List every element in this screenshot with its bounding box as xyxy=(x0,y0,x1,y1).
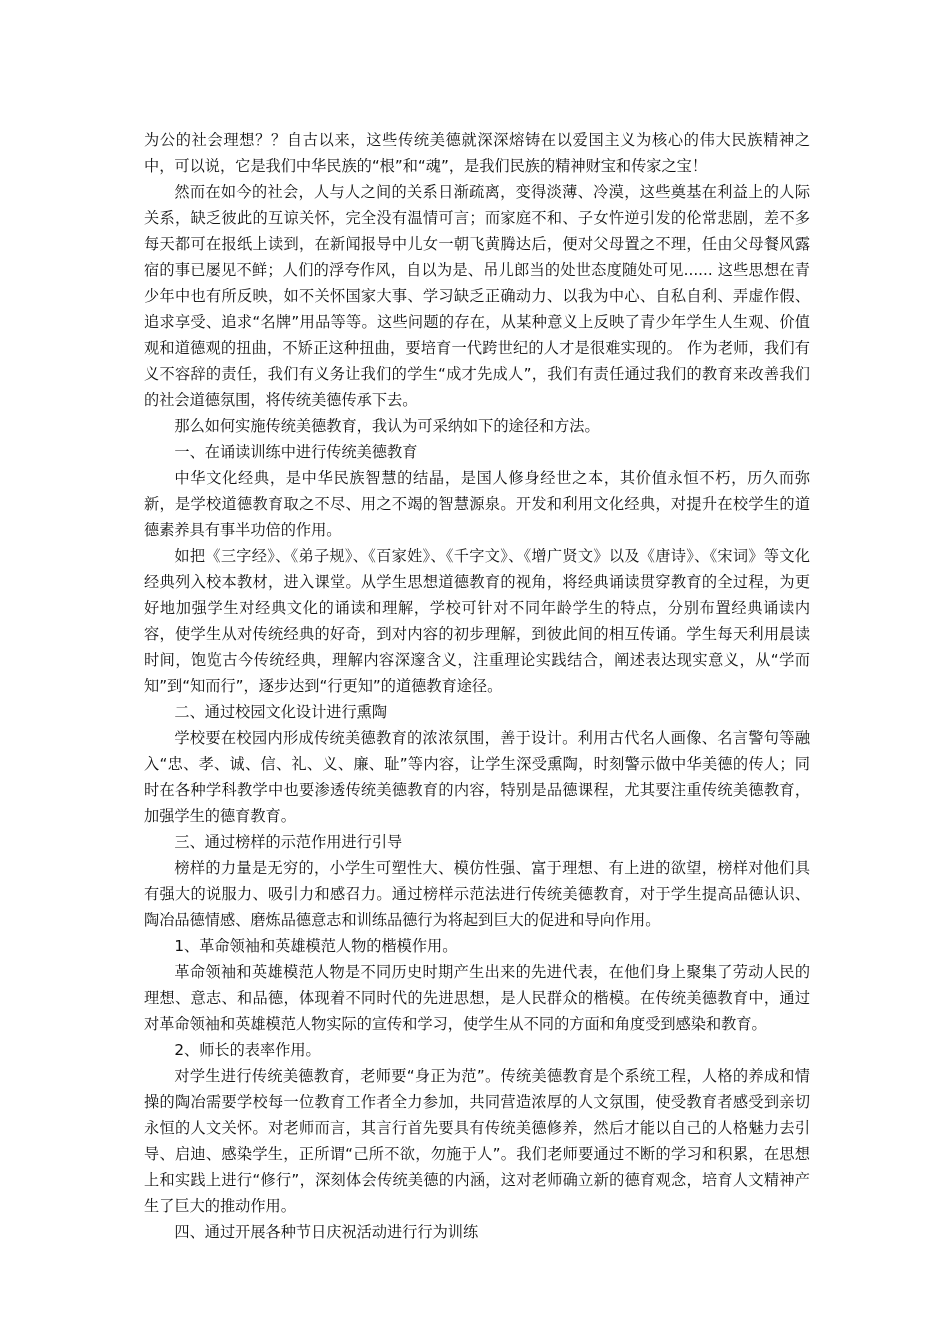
paragraph: 为公的社会理想？？自古以来，这些传统美德就深深熔铸在以爱国主义为核心的伟大民族精神之中，可以说，它是我们中华民族的“根”和“魂”，是我们民族的精神财宝和传家之宝！ xyxy=(144,131,810,175)
paragraph: 学校要在校园内形成传统美德教育的浓浓氛围，善于设计。利用古代名人画像、名言警句等融入“忠、孝、诚、信、礼、义、廉、耻”等内容，让学生深受熏陶，时刻警示做中华美德的传人；同时在各种学科教学中也要渗透传统美德教育的内容，特别是品德课程，尤其要注重传统美德教育，加强学生的德育教育。 xyxy=(144,729,810,825)
subsection-heading: 1、革命领袖和英雄模范人物的楷模作用。 xyxy=(174,937,458,955)
document-body xyxy=(144,127,810,1245)
paragraph: 中华文化经典，是中华民族智慧的结晶，是国人修身经世之本，其价值永恒不朽，历久而弥新，是学校道德教育取之不尽、用之不竭的智慧源泉。开发和利用文化经典，对提升在校学生的道德素养具有事半功倍的作用。 xyxy=(144,469,810,539)
paragraph: 榜样的力量是无穷的，小学生可塑性大、模仿性强、富于理想、有上进的欲望，榜样对他们具有强大的说服力、吸引力和感召力。通过榜样示范法进行传统美德教育，对于学生提高品德认识、陶冶品德情感、磨炼品德意志和训练品德行为将起到巨大的促进和导向作用。 xyxy=(144,859,810,929)
paragraph: 如把《三字经》、《弟子规》、《百家姓》、《千字文》、《增广贤文》以及《唐诗》、《宋词》等文化经典列入校本教材，进入课堂。从学生思想道德教育的视角，将经典诵读贯穿教育的全过程，为更好地加强学生对经典文化的诵读和理解，学校可针对不同年龄学生的特点，分别布置经典诵读内容，使学生从对传统经典的好奇，到对内容的初步理解，到彼此间的相互传诵。学生每天利用晨读时间，饱览古今传统经典，理解内容深邃含义，注重理论实践结合，阐述表达现实意义，从“学而知”到“知而行”，逐步达到“行更知”的道德教育途径。 xyxy=(144,547,810,695)
paragraph: 对学生进行传统美德教育，老师要“身正为范”。传统美德教育是个系统工程，人格的养成和情操的陶冶需要学校每一位教育工作者全力参加，共同营造浓厚的人文氛围，使受教育者感受到亲切永恒的人文关怀。对老师而言，其言行首先要具有传统美德修养，然后才能以自己的人格魅力去引导、启迪、感染学生，正所谓“己所不欲，勿施于人”。我们老师要通过不断的学习和积累，在思想上和实践上进行“修行”，深刻体会传统美德的内涵，这对老师确立新的德育观念，培育人文精神产生了巨大的推动作用。 xyxy=(144,1067,810,1215)
paragraph: 革命领袖和英雄模范人物是不同历史时期产生出来的先进代表，在他们身上聚集了劳动人民的理想、意志、和品德，体现着不同时代的先进思想，是人民群众的楷模。在传统美德教育中，通过对革命领袖和英雄模范人物实际的宣传和学习，使学生从不同的方面和角度受到感染和教育。 xyxy=(144,963,810,1033)
paragraph: 然而在如今的社会，人与人之间的关系日渐疏离，变得淡薄、冷漠，这些奠基在利益上的人际关系，缺乏彼此的互谅关怀，完全没有温情可言；而家庭不和、子女忤逆引发的伦常悲剧，差不多每天都可在报纸上读到，在新闻报导中儿女一朝飞黄腾达后，便对父母置之不理，任由父母餐风露宿的事已屡见不鲜；人们的浮夸作风，自以为是、吊儿郎当的处世态度随处可见...... 这些思想在青少年中也有所反映，如不关怀国家大事、学习缺乏正确动力、以我为中心、自私自利、弄虚作假、追求享受、追求“名牌”用品等等。这些问题的存在，从某种意义上反映了青少年学生人生观、价值观和道德观的扭曲，不矫正这种扭曲，要培育一代跨世纪的人才是很难实现的。 作为老师，我们有义不容辞的责任，我们有义务让我们的学生“成才先成人”，我们有责任通过我们的教育来改善我们的社会道德氛围，将传统美德传承下去。 xyxy=(144,183,810,409)
section-heading: 二、通过校园文化设计进行熏陶 xyxy=(174,703,388,721)
paragraph: 那么如何实施传统美德教育，我认为可采纳如下的途径和方法。 xyxy=(174,417,600,435)
section-heading: 三、通过榜样的示范作用进行引导 xyxy=(174,833,403,851)
section-heading: 四、通过开展各种节日庆祝活动进行行为训练 xyxy=(174,1223,479,1241)
subsection-heading: 2、师长的表率作用。 xyxy=(174,1041,321,1059)
section-heading: 一、在诵读训练中进行传统美德教育 xyxy=(174,443,418,461)
